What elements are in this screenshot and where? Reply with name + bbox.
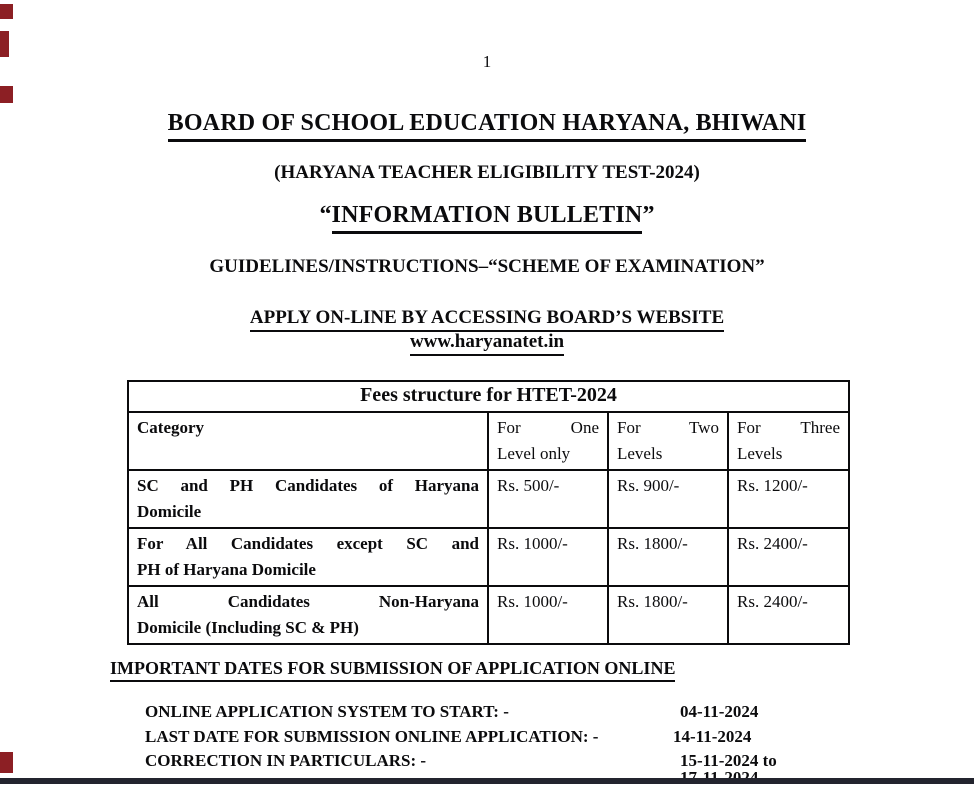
date-item [145, 702, 895, 724]
scan-edge-mark [0, 31, 9, 57]
bulletin-open-quote: “ [319, 202, 332, 228]
category-cell [128, 470, 488, 528]
important-dates-heading: IMPORTANT DATES FOR SUBMISSION OF APPLICATION ONLINE [110, 658, 675, 682]
header-two-levels-line1: For Two [617, 418, 719, 437]
table-row [128, 586, 849, 644]
category-cell [128, 528, 488, 586]
header-cell-two-levels [608, 412, 728, 470]
apply-online-heading: APPLY ON-LINE BY ACCESSING BOARD’S WEBSITE [250, 307, 724, 332]
header-one-level-line1: For One [497, 418, 599, 437]
header-cell-three-levels [728, 412, 849, 470]
exam-subtitle: (HARYANA TEACHER ELIGIBILITY TEST-2024) [274, 162, 700, 183]
scan-edge-mark [0, 86, 13, 103]
category-line1: SC and PH Candidates of Haryana [137, 476, 479, 495]
bulletin-close-quote: ” [642, 202, 655, 228]
date-label: LAST DATE FOR SUBMISSION ONLINE APPLICATION: - [145, 727, 599, 746]
page-number: 1 [482, 52, 492, 71]
website-row [0, 331, 974, 356]
fee-cell-two-levels: Rs. 1800/- [608, 528, 728, 586]
date-value: 14-11-2024 [673, 727, 752, 746]
header-two-levels-line2: Levels [617, 444, 663, 463]
bulletin-title-row [0, 202, 974, 234]
fee-cell-one-level: Rs. 1000/- [488, 586, 608, 644]
important-dates-heading-row [110, 658, 675, 682]
category-line2: Domicile [137, 502, 202, 521]
header-three-levels-line2: Levels [737, 444, 783, 463]
exam-subtitle-row [0, 162, 974, 184]
header-cell-one-level [488, 412, 608, 470]
guidelines-heading-row [0, 256, 974, 278]
table-row [128, 470, 849, 528]
fee-cell-two-levels: Rs. 1800/- [608, 586, 728, 644]
category-line2: Domicile (Including SC & PH) [137, 618, 359, 637]
page-number-row [0, 52, 974, 72]
date-value: 15-11-2024 to [680, 751, 777, 770]
fee-cell-three-levels: Rs. 2400/- [728, 528, 849, 586]
scan-edge-mark [0, 4, 13, 19]
fees-table-container [127, 380, 850, 645]
fee-cell-three-levels: Rs. 1200/- [728, 470, 849, 528]
bulletin-title: INFORMATION BULLETIN [332, 202, 643, 234]
website-link[interactable]: www.haryanatet.in [410, 331, 564, 356]
header-three-levels-line1: For Three [737, 418, 841, 437]
date-label: CORRECTION IN PARTICULARS: - [145, 751, 427, 770]
board-title: BOARD OF SCHOOL EDUCATION HARYANA, BHIWANI [168, 110, 807, 142]
apply-online-row [0, 307, 974, 332]
date-label: ONLINE APPLICATION SYSTEM TO START: - [145, 702, 509, 721]
fee-cell-three-levels: Rs. 2400/- [728, 586, 849, 644]
board-title-row [0, 110, 974, 142]
scan-edge-mark [0, 752, 13, 773]
fees-table-title: Fees structure for HTET-2024 [128, 381, 849, 412]
header-cell-category: Category [128, 412, 488, 470]
scan-artifact-bar [0, 778, 974, 784]
fee-cell-one-level: Rs. 1000/- [488, 528, 608, 586]
table-title-row [128, 381, 849, 412]
fee-cell-two-levels: Rs. 900/- [608, 470, 728, 528]
guidelines-heading: GUIDELINES/INSTRUCTIONS–“SCHEME OF EXAMINATION” [209, 256, 765, 277]
fee-cell-one-level: Rs. 500/- [488, 470, 608, 528]
category-cell [128, 586, 488, 644]
date-item [145, 727, 895, 749]
table-row [128, 528, 849, 586]
category-line1: For All Candidates except SC and [137, 534, 479, 553]
header-one-level-line2: Level only [497, 444, 571, 463]
table-header-row [128, 412, 849, 470]
date-value: 04-11-2024 [680, 702, 759, 721]
category-line1: All Candidates Non-Haryana [137, 592, 479, 611]
fees-table [127, 380, 850, 645]
category-line2: PH of Haryana Domicile [137, 560, 316, 579]
